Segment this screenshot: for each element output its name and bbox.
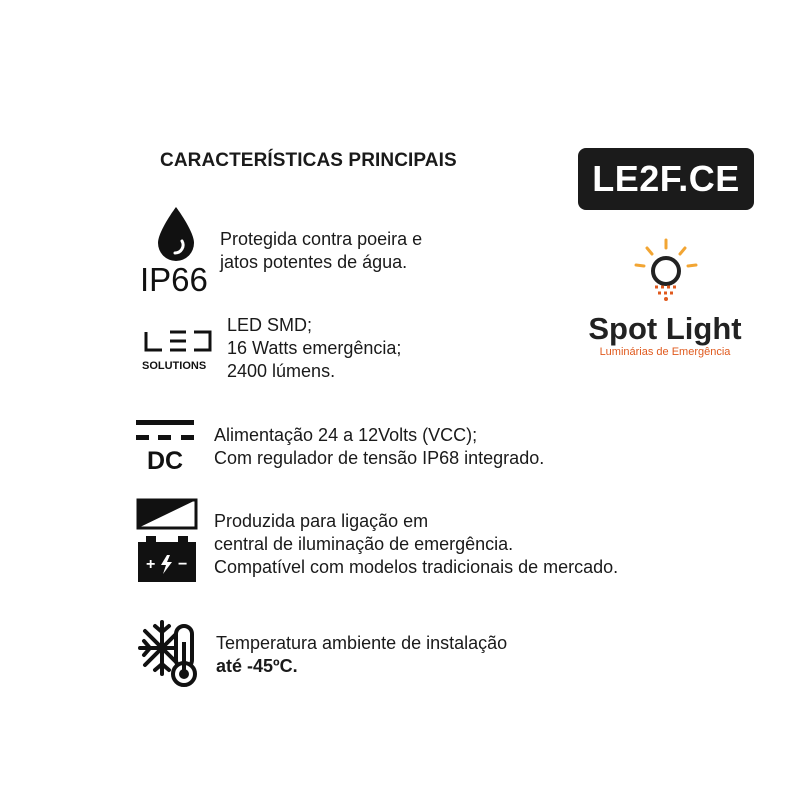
ip-description: Protegida contra poeira e jatos potentes de água. xyxy=(220,229,423,272)
battery-icon xyxy=(136,498,200,584)
page-title: CARACTERÍSTICAS PRINCIPAIS xyxy=(160,150,457,171)
model-badge: LE2F.CE xyxy=(578,148,754,210)
brand-subtitle: Luminárias de Emergência xyxy=(599,346,731,358)
dc-description: Alimentação 24 a 12Volts (VCC); Com regulador de tensão IP68 integrado. xyxy=(214,425,545,468)
water-drop-icon xyxy=(155,205,197,263)
battery-description: Produzida para ligação em central de iluminação de emergência. Compatível com modelos tradicionais de mercado. xyxy=(214,511,619,577)
led-description: LED SMD; 16 Watts emergência; 2400 lúmens. xyxy=(227,315,402,381)
led-icon xyxy=(142,330,214,354)
dc-power-icon xyxy=(136,418,196,444)
svg-text:−: − xyxy=(178,556,188,573)
brand-name: Spot Light xyxy=(588,311,742,346)
svg-text:+: + xyxy=(146,556,156,573)
ip-rating-label: IP66 xyxy=(140,261,208,298)
bulb-logo-icon xyxy=(626,236,706,306)
led-solutions-label: SOLUTIONS xyxy=(142,360,207,372)
snowflake-thermometer-icon xyxy=(136,618,204,690)
temperature-description: Temperatura ambiente de instalação até -45ºC. xyxy=(216,633,508,676)
dc-label: DC xyxy=(147,447,184,475)
